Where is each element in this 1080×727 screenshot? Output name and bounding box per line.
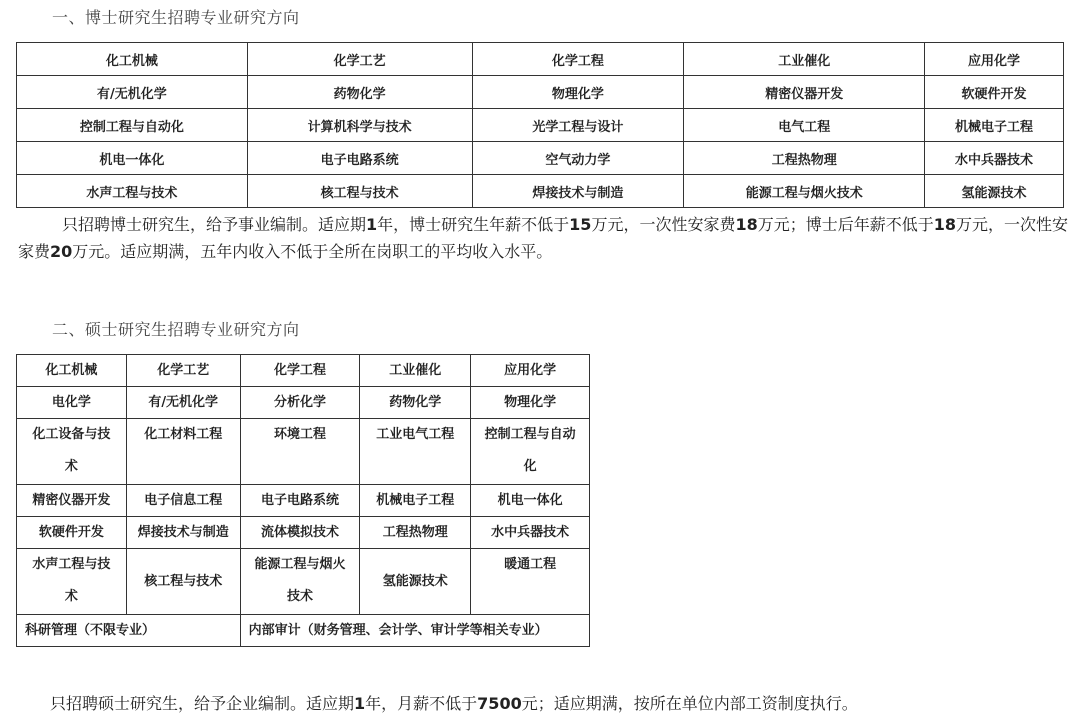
- table-cell: 氢能源技术: [925, 175, 1064, 208]
- table-cell: 光学工程与设计: [472, 109, 684, 142]
- table-row: [17, 109, 1064, 142]
- table-cell: 应用化学: [925, 43, 1064, 76]
- table-cell: 机电一体化: [17, 142, 248, 175]
- table-cell: 工业催化: [684, 43, 925, 76]
- phd-policy-paragraph: 只招聘博士研究生，给予事业编制。适应期1年，博士研究生年薪不低于15万元，一次性安家费18万元；博士后年薪不低于18万元，一次性安家费20万元。适应期满，五年内收入不低于全所在岗职工的平均收入水平。: [18, 215, 1069, 261]
- table-cell: 药物化学: [247, 76, 472, 109]
- table-cell: 机械电子工程: [925, 109, 1064, 142]
- table-cell: 工程热物理: [684, 142, 925, 175]
- table-cell: 核工程与技术: [247, 175, 472, 208]
- phd-section-heading: 一、博士研究生招聘专业研究方向: [52, 8, 300, 27]
- table-cell: 氢能源技术: [360, 549, 471, 615]
- table-cell: 软硬件开发: [17, 517, 127, 549]
- table-row: [17, 419, 590, 485]
- table-cell: 核工程与技术: [126, 549, 240, 615]
- table-cell: 精密仪器开发: [684, 76, 925, 109]
- table-cell: 化工机械: [17, 355, 127, 387]
- table-cell: 暖通工程: [471, 549, 590, 615]
- table-cell: 电化学: [17, 387, 127, 419]
- masters-majors-table: [16, 354, 590, 647]
- table-cell: 空气动力学: [472, 142, 684, 175]
- table-cell: 科研管理（不限专业）: [17, 615, 241, 647]
- table-cell: 有/无机化学: [17, 76, 248, 109]
- table-row: [17, 175, 1064, 208]
- table-cell: 流体模拟技术: [240, 517, 360, 549]
- table-cell: 水中兵器技术: [471, 517, 590, 549]
- table-cell: 机电一体化: [471, 485, 590, 517]
- table-cell: 工程热物理: [360, 517, 471, 549]
- table-cell: 化工设备与技 术: [17, 419, 127, 485]
- table-cell: 控制工程与自动 化: [471, 419, 590, 485]
- table-cell: 能源工程与烟火 技术: [240, 549, 360, 615]
- table-cell: 软硬件开发: [925, 76, 1064, 109]
- table-row: [17, 43, 1064, 76]
- table-cell: 内部审计（财务管理、会计学、审计学等相关专业）: [240, 615, 589, 647]
- table-cell: 焊接技术与制造: [472, 175, 684, 208]
- table-row: [17, 615, 590, 647]
- table-row: [17, 485, 590, 517]
- table-cell: 电子信息工程: [126, 485, 240, 517]
- table-cell: 电子电路系统: [247, 142, 472, 175]
- table-cell: 化学工程: [472, 43, 684, 76]
- table-cell: 水声工程与技 术: [17, 549, 127, 615]
- table-row: [17, 76, 1064, 109]
- table-cell: 水中兵器技术: [925, 142, 1064, 175]
- table-cell: 化学工艺: [126, 355, 240, 387]
- table-cell: 物理化学: [471, 387, 590, 419]
- masters-policy-paragraph: 只招聘硕士研究生，给予企业编制。适应期1年，月薪不低于7500元；适应期满，按所在单位内部工资制度执行。: [50, 694, 858, 713]
- table-cell: 电子电路系统: [240, 485, 360, 517]
- table-row: [17, 517, 590, 549]
- table-cell: 物理化学: [472, 76, 684, 109]
- table-row: [17, 142, 1064, 175]
- table-cell: 分析化学: [240, 387, 360, 419]
- table-cell: 计算机科学与技术: [247, 109, 472, 142]
- table-cell: 控制工程与自动化: [17, 109, 248, 142]
- table-row: [17, 387, 590, 419]
- table-cell: 焊接技术与制造: [126, 517, 240, 549]
- table-cell: 应用化学: [471, 355, 590, 387]
- table-cell: 药物化学: [360, 387, 471, 419]
- table-cell: 机械电子工程: [360, 485, 471, 517]
- table-row: [17, 549, 590, 615]
- table-cell: 有/无机化学: [126, 387, 240, 419]
- table-cell: 工业催化: [360, 355, 471, 387]
- table-cell: 环境工程: [240, 419, 360, 485]
- table-cell: 化学工艺: [247, 43, 472, 76]
- table-cell: 能源工程与烟火技术: [684, 175, 925, 208]
- table-cell: 水声工程与技术: [17, 175, 248, 208]
- table-cell: 化工材料工程: [126, 419, 240, 485]
- table-cell: 化学工程: [240, 355, 360, 387]
- table-row: [17, 355, 590, 387]
- table-cell: 化工机械: [17, 43, 248, 76]
- table-cell: 精密仪器开发: [17, 485, 127, 517]
- masters-section-heading: 二、硕士研究生招聘专业研究方向: [52, 320, 300, 339]
- table-cell: 电气工程: [684, 109, 925, 142]
- phd-majors-table: [16, 42, 1064, 208]
- table-cell: 工业电气工程: [360, 419, 471, 485]
